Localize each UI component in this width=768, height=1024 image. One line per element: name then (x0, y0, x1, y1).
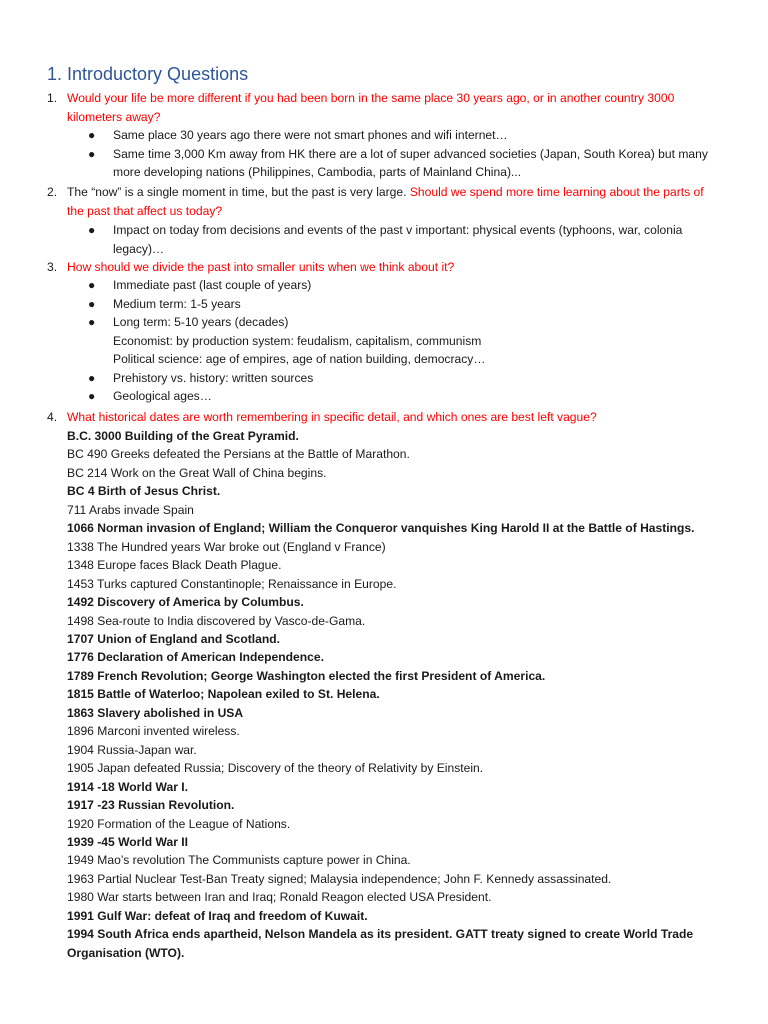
bullet-item: ● Immediate past (last couple of years) (88, 276, 728, 295)
bullet-subtext: Economist: by production system: feudalism, capitalism, communism (113, 333, 482, 348)
date-entry: 1914 -18 World War I. (67, 779, 188, 794)
date-entry: 1498 Sea-route to India discovered by Vasco-de-Gama. (67, 613, 366, 628)
question-text: Would your life be more different if you had been born in the same place 30 years ago, or in another country 3000 kilometers away? (67, 91, 675, 124)
question-text: How should we divide the past into smaller units when we think about it? (67, 260, 455, 274)
bullet-icon: ● (88, 315, 96, 329)
bullet-item: ● Geological ages… (88, 387, 728, 406)
date-entry: BC 4 Birth of Jesus Christ. (67, 484, 221, 499)
date-entry: 1963 Partial Nuclear Test-Ban Treaty signed; Malaysia independence; John F. Kennedy assassinated. (67, 871, 612, 886)
bullet-icon: ● (88, 278, 96, 292)
date-entry: 1980 War starts between Iran and Iraq; Ronald Reagon elected USA President. (67, 890, 492, 905)
bullet-icon: ● (88, 223, 96, 237)
date-entry: 1905 Japan defeated Russia; Discovery of the theory of Relativity by Einstein. (67, 761, 484, 776)
date-entry: 1776 Declaration of American Independence. (67, 650, 324, 665)
question-number: 3. (47, 260, 58, 274)
bullet-item: ● Same time 3,000 Km away from HK there are a lot of super advanced societies (Japan, South Korea) but many more developing nations (Philippines, Cambodia, parts of Mainland China)... (88, 146, 708, 179)
date-entry: BC 490 Greeks defeated the Persians at the Battle of Marathon. (67, 447, 410, 462)
date-entry: 1863 Slavery abolished in USA (67, 705, 244, 720)
date-entry: 1920 Formation of the League of Nations. (67, 816, 291, 831)
bullet-icon: ● (88, 146, 96, 161)
bullet-icon: ● (88, 128, 96, 142)
date-entry: 1896 Marconi invented wireless. (67, 724, 240, 739)
bullet-item: ● Long term: 5-10 years (decades) Economist: by production system: feudalism, capitalism, communism Political science: age of empires, age of nation building, democracy… (88, 313, 728, 369)
question-text: Should we spend more time learning about the parts of the past that affect us today? (67, 185, 704, 218)
historical-dates-list (67, 427, 727, 962)
date-entry: 1338 The Hundred years War broke out (England v France) (67, 539, 386, 554)
section-heading: 1. Introductory Questions (47, 64, 249, 84)
date-entry: 1066 Norman invasion of England; William the Conqueror vanquishes King Harold II at the Battle of Hastings. (67, 521, 695, 536)
date-entry: 1991 Gulf War: defeat of Iraq and freedom of Kuwait. (67, 908, 368, 923)
date-entry: BC 214 Work on the Great Wall of China begins. (67, 465, 327, 480)
question-text-intro: The “now” is a single moment in time, but the past is very large. (67, 185, 407, 199)
date-entry: B.C. 3000 Building of the Great Pyramid. (67, 429, 299, 443)
date-entry: 1917 -23 Russian Revolution. (67, 798, 235, 813)
question-number: 4. (47, 410, 58, 424)
date-entry: 1453 Turks captured Constantinople; Renaissance in Europe. (67, 576, 397, 591)
bullet-item: ● Same place 30 years ago there were not smart phones and wifi internet… (88, 126, 728, 145)
bullet-item: ● Medium term: 1-5 years (88, 295, 728, 314)
question-1-bullets (88, 126, 728, 182)
bullet-subtext: Political science: age of empires, age of nation building, democracy… (113, 352, 486, 366)
date-entry: 1492 Discovery of America by Columbus. (67, 595, 304, 610)
question-number: 2. (47, 185, 58, 199)
question-2 (47, 183, 717, 220)
question-1 (47, 89, 717, 126)
bullet-icon: ● (88, 370, 96, 385)
question-4 (47, 408, 717, 427)
date-entry: 1789 French Revolution; George Washington elected the first President of America. (67, 668, 546, 683)
date-entry: 1707 Union of England and Scotland. (67, 631, 281, 646)
question-2-bullets (88, 221, 728, 258)
bullet-item: ● Prehistory vs. history: written sources (88, 369, 728, 388)
question-3-bullets (88, 276, 728, 406)
date-entry: 1994 South Africa ends apartheid, Nelson Mandela as its president. GATT treaty signed to create World Trade Organisation (WTO). (67, 927, 694, 960)
bullet-item: ● Impact on today from decisions and events of the past v important: physical events (typhoons, war, colonia legacy)… (88, 223, 683, 256)
date-entry: 1348 Europe faces Black Death Plague. (67, 558, 282, 573)
question-text: What historical dates are worth remembering in specific detail, and which ones are best left vague? (67, 410, 597, 424)
bullet-icon: ● (88, 389, 96, 403)
bullet-icon: ● (88, 296, 96, 311)
date-entry: 1939 -45 World War II (67, 834, 188, 849)
question-number: 1. (47, 91, 58, 105)
date-entry: 711 Arabs invade Spain (67, 502, 194, 517)
date-entry: 1949 Mao’s revolution The Communists capture power in China. (67, 853, 411, 868)
date-entry: 1815 Battle of Waterloo; Napolean exiled to St. Helena. (67, 687, 380, 702)
date-entry: 1904 Russia-Japan war. (67, 742, 197, 757)
question-3 (47, 258, 717, 277)
